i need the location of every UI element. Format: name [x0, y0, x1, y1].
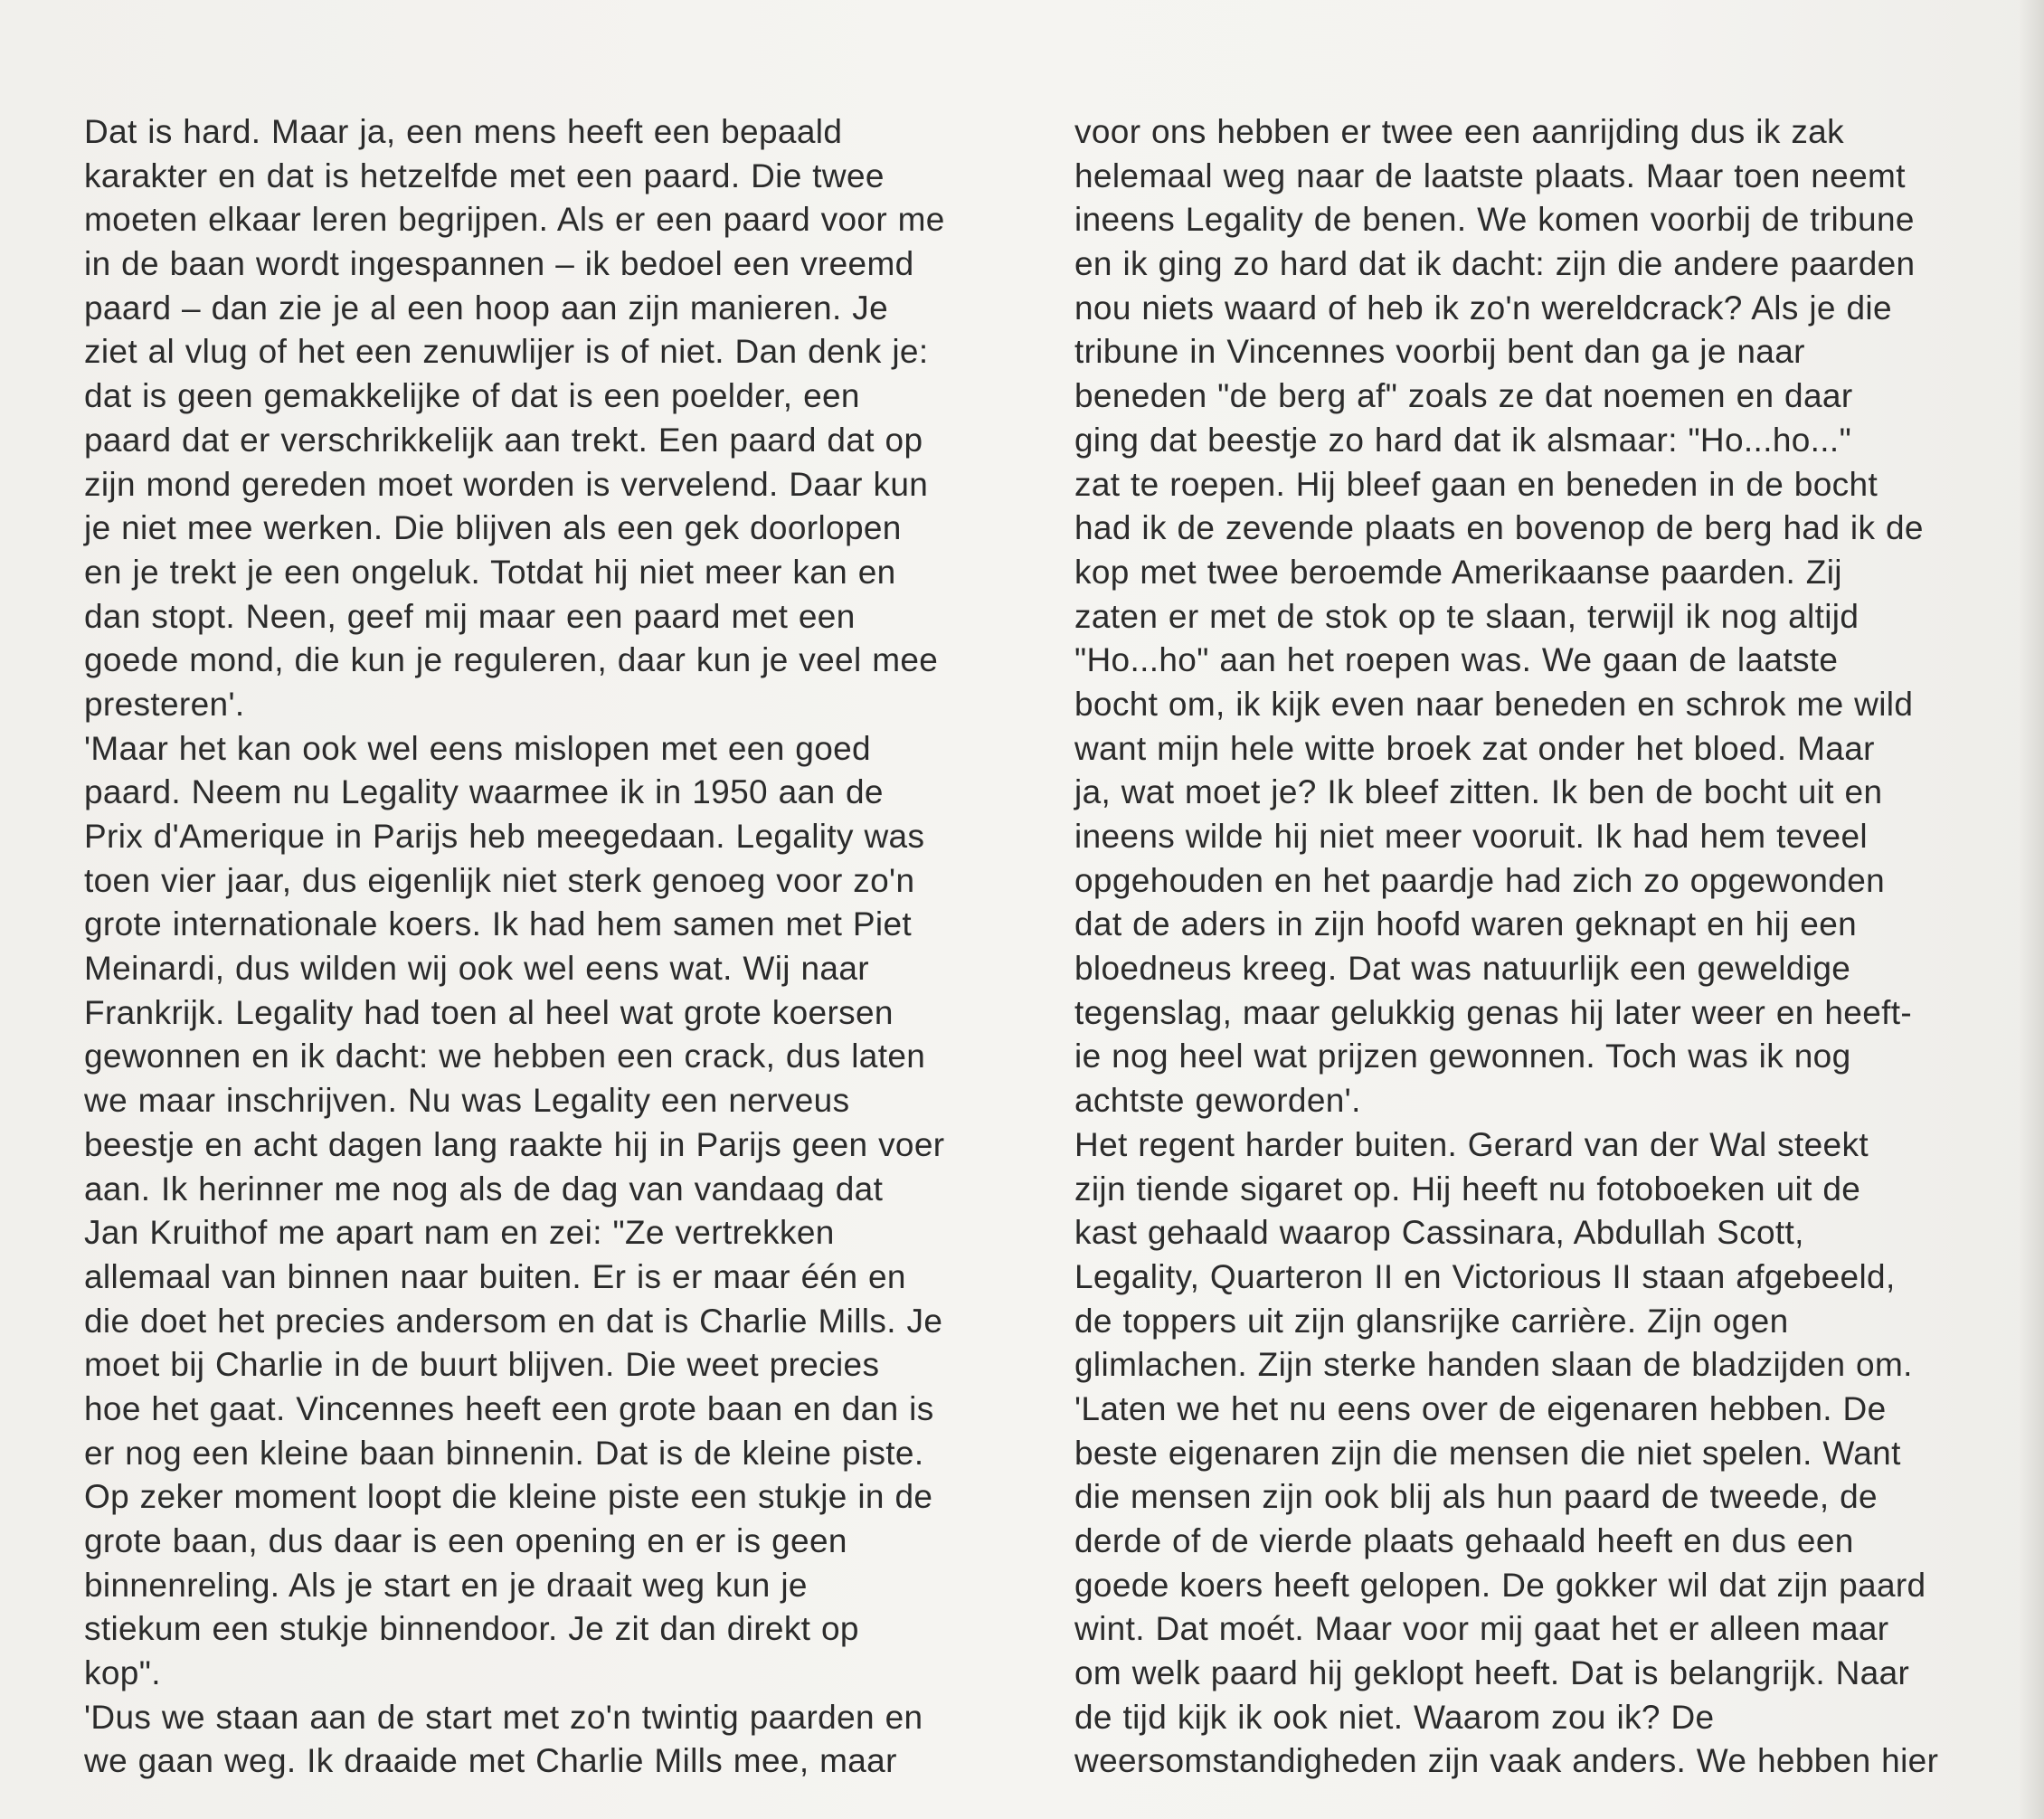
- text-line: allemaal van binnen naar buiten. Er is er maar één en: [84, 1257, 906, 1295]
- text-line: stiekum een stukje binnendoor. Je zit dan direkt op: [84, 1610, 859, 1648]
- text-line: ging dat beestje zo hard dat ik alsmaar: "Ho...ho...": [1074, 421, 1852, 459]
- text-line: Jan Kruithof me apart nam en zei: "Ze vertrekken: [84, 1214, 835, 1252]
- text-line: opgehouden en het paardje had zich zo opgewonden: [1074, 861, 1886, 899]
- text-line: moeten elkaar leren begrijpen. Als er een paard voor me: [84, 201, 945, 239]
- right-text-column: [1074, 110, 2015, 1784]
- text-line: kop met twee beroemde Amerikaanse paarden. Zij: [1074, 553, 1842, 591]
- text-line: zijn mond gereden moet worden is vervelend. Daar kun: [84, 465, 929, 503]
- text-line: beestje en acht dagen lang raakte hij in Parijs geen voer: [84, 1125, 945, 1163]
- text-line: aan. Ik herinner me nog als de dag van vandaag dat: [84, 1170, 884, 1208]
- text-line: goede koers heeft gelopen. De gokker wil dat zijn paard: [1074, 1566, 1926, 1604]
- text-line: tegenslag, maar gelukkig genas hij later weer en heeft-: [1074, 993, 1913, 1031]
- text-line: presteren'.: [84, 685, 245, 723]
- text-line: zaten er met de stok op te slaan, terwijl ik nog altijd: [1074, 597, 1859, 635]
- text-line: toen vier jaar, dus eigenlijk niet sterk genoeg voor zo'n: [84, 861, 915, 899]
- text-line: Prix d'Amerique in Parijs heb meegedaan. Legality was: [84, 818, 925, 855]
- text-line: dat de aders in zijn hoofd waren geknapt en hij een: [1074, 905, 1858, 943]
- text-line: dat is geen gemakkelijke of dat is een poelder, een: [84, 377, 860, 415]
- text-line: derde of de vierde plaats gehaald heeft en dus een: [1074, 1522, 1854, 1559]
- text-line: had ik de zevende plaats en bovenop de berg had ik de: [1074, 509, 1924, 547]
- text-line: achtste geworden'.: [1074, 1082, 1361, 1120]
- text-line: zat te roepen. Hij bleef gaan en beneden in de bocht: [1074, 465, 1878, 503]
- text-line: glimlachen. Zijn sterke handen slaan de bladzijden om.: [1074, 1346, 1913, 1384]
- text-line: Meinardi, dus wilden wij ook wel eens wat. Wij naar: [84, 950, 869, 988]
- text-line: dan stopt. Neen, geef mij maar een paard met een: [84, 597, 856, 635]
- text-line: we maar inschrijven. Nu was Legality een nerveus: [84, 1082, 850, 1120]
- text-line: bocht om, ik kijk even naar beneden en schrok me wild: [1074, 685, 1914, 723]
- text-line: want mijn hele witte broek zat onder het bloed. Maar: [1074, 729, 1875, 767]
- text-line: paard dat er verschrikkelijk aan trekt. Een paard dat op: [84, 421, 923, 459]
- text-line: die doet het precies andersom en dat is Charlie Mills. Je: [84, 1302, 943, 1340]
- text-line: hoe het gaat. Vincennes heeft een grote baan en dan is: [84, 1389, 934, 1427]
- left-text-column: [84, 110, 1020, 1784]
- text-line: kast gehaald waarop Cassinara, Abdullah Scott,: [1074, 1214, 1804, 1252]
- text-line: "Ho...ho" aan het roepen was. We gaan de laatste: [1074, 641, 1839, 679]
- text-line: karakter en dat is hetzelfde met een paard. Die twee: [84, 156, 885, 194]
- text-line: de tijd kijk ik ook niet. Waarom zou ik? De: [1074, 1698, 1715, 1736]
- text-line: binnenreling. Als je start en je draait weg kun je: [84, 1566, 808, 1604]
- text-line: paard – dan zie je al een hoop aan zijn manieren. Je: [84, 289, 889, 327]
- text-line: en ik ging zo hard dat ik dacht: zijn die andere paarden: [1074, 245, 1916, 283]
- text-line: Legality, Quarteron II en Victorious II staan afgebeeld,: [1074, 1257, 1896, 1295]
- text-line: grote internationale koers. Ik had hem samen met Piet: [84, 905, 913, 943]
- text-line: weersomstandigheden zijn vaak anders. We hebben hier: [1074, 1742, 1939, 1780]
- text-line: helemaal weg naar de laatste plaats. Maar toen neemt: [1074, 156, 1906, 194]
- text-line: voor ons hebben er twee een aanrijding dus ik zak: [1074, 113, 1844, 150]
- text-line: grote baan, dus daar is een opening en er is geen: [84, 1522, 847, 1559]
- text-line: Frankrijk. Legality had toen al heel wat grote koersen: [84, 993, 894, 1031]
- text-line: in de baan wordt ingespannen – ik bedoel een vreemd: [84, 245, 914, 283]
- text-line: 'Laten we het nu eens over de eigenaren hebben. De: [1074, 1389, 1887, 1427]
- text-line: beneden "de berg af" zoals ze dat noemen en daar: [1074, 377, 1853, 415]
- text-line: ziet al vlug of het een zenuwlijer is of niet. Dan denk je:: [84, 333, 929, 371]
- text-line: Het regent harder buiten. Gerard van der Wal steekt: [1074, 1125, 1869, 1163]
- text-line: de toppers uit zijn glansrijke carrière. Zijn ogen: [1074, 1302, 1789, 1340]
- text-line: we gaan weg. Ik draaide met Charlie Mills mee, maar: [84, 1742, 897, 1780]
- text-line: ja, wat moet je? Ik bleef zitten. Ik ben de bocht uit en: [1074, 773, 1883, 811]
- text-line: kop".: [84, 1654, 161, 1692]
- text-line: 'Dus we staan aan de start met zo'n twintig paarden en: [84, 1698, 923, 1736]
- text-line: zijn tiende sigaret op. Hij heeft nu fotoboeken uit de: [1074, 1170, 1861, 1208]
- text-line: er nog een kleine baan binnenin. Dat is de kleine piste.: [84, 1434, 924, 1472]
- page-edge-shadow: [2019, 0, 2044, 1819]
- text-line: ineens Legality de benen. We komen voorbij de tribune: [1074, 201, 1915, 239]
- text-line: Op zeker moment loopt die kleine piste een stukje in de: [84, 1478, 933, 1516]
- text-line: 'Maar het kan ook wel eens mislopen met een goed: [84, 729, 871, 767]
- text-line: je niet mee werken. Die blijven als een gek doorlopen: [84, 509, 902, 547]
- text-line: gewonnen en ik dacht: we hebben een crack, dus laten: [84, 1037, 926, 1075]
- text-line: en je trekt je een ongeluk. Totdat hij niet meer kan en: [84, 553, 896, 591]
- text-line: tribune in Vincennes voorbij bent dan ga je naar: [1074, 333, 1805, 371]
- text-line: Dat is hard. Maar ja, een mens heeft een bepaald: [84, 113, 843, 150]
- text-line: goede mond, die kun je reguleren, daar kun je veel mee: [84, 641, 939, 679]
- text-line: moet bij Charlie in de buurt blijven. Die weet precies: [84, 1346, 880, 1384]
- text-line: ineens wilde hij niet meer vooruit. Ik had hem teveel: [1074, 818, 1868, 855]
- text-line: beste eigenaren zijn die mensen die niet spelen. Want: [1074, 1434, 1901, 1472]
- text-line: wint. Dat moét. Maar voor mij gaat het er alleen maar: [1074, 1610, 1889, 1648]
- text-line: om welk paard hij geklopt heeft. Dat is belangrijk. Naar: [1074, 1654, 1910, 1692]
- text-line: die mensen zijn ook blij als hun paard de tweede, de: [1074, 1478, 1878, 1516]
- text-line: ie nog heel wat prijzen gewonnen. Toch was ik nog: [1074, 1037, 1851, 1075]
- text-line: bloedneus kreeg. Dat was natuurlijk een geweldige: [1074, 950, 1851, 988]
- text-line: nou niets waard of heb ik zo'n wereldcrack? Als je die: [1074, 289, 1892, 327]
- text-line: paard. Neem nu Legality waarmee ik in 1950 aan de: [84, 773, 884, 811]
